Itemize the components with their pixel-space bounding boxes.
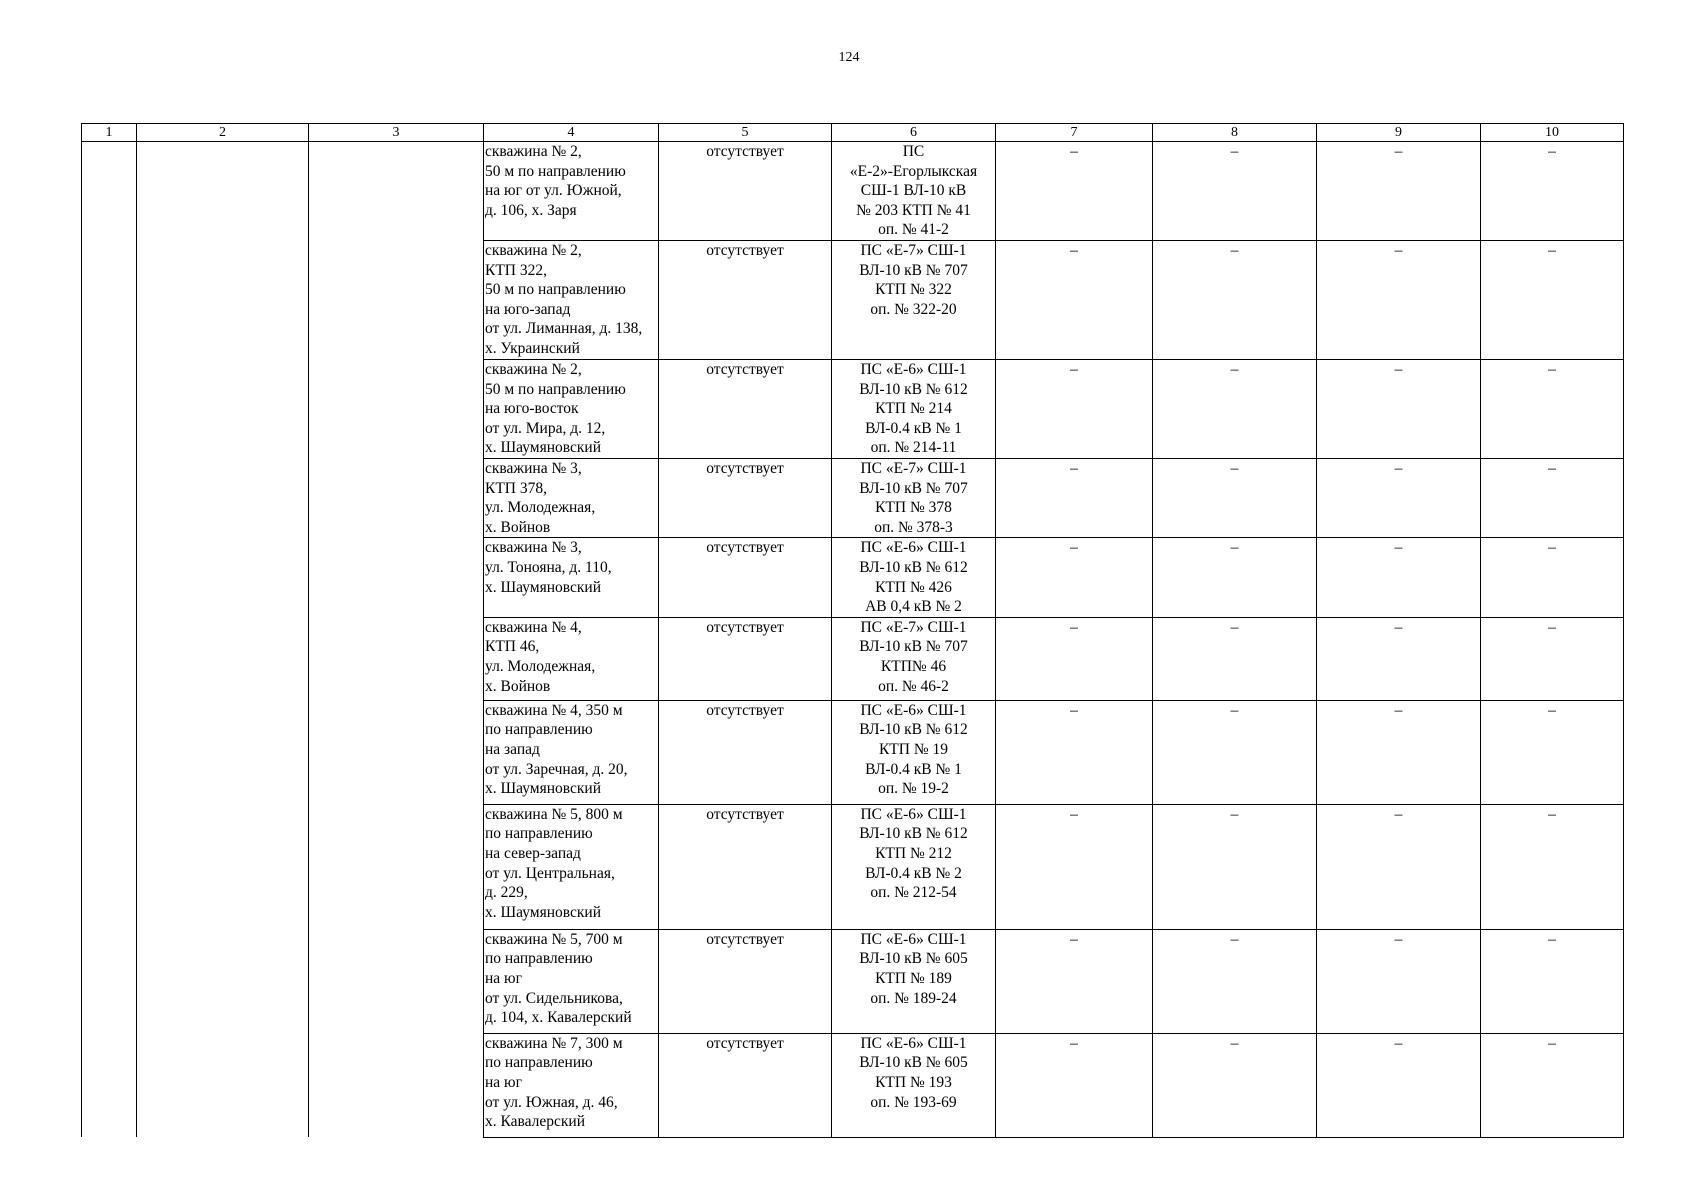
dash-cell: – [1153, 142, 1317, 241]
status-cell: отсутствует [659, 538, 832, 617]
column-header: 3 [309, 124, 484, 142]
dash-cell: – [1317, 459, 1481, 538]
well-location-cell: скважина № 4, 350 м по направлению на запад от ул. Заречная, д. 20, х. Шаумяновский [484, 700, 659, 804]
power-line-cell: ПС «Е-7» СШ-1 ВЛ-10 кВ № 707 КТП№ 46 оп. № 46-2 [832, 617, 996, 700]
dash-cell: – [996, 804, 1153, 929]
dash-cell: – [1481, 929, 1624, 1033]
power-line-cell: ПС «Е-7» СШ-1 ВЛ-10 кВ № 707 КТП № 322 оп. № 322-20 [832, 241, 996, 360]
dash-cell: – [1481, 1033, 1624, 1137]
column-header: 1 [82, 124, 137, 142]
well-location-cell: скважина № 7, 300 м по направлению на юг от ул. Южная, д. 46, х. Кавалерский [484, 1033, 659, 1137]
dash-cell: – [1153, 700, 1317, 804]
dash-cell: – [1317, 700, 1481, 804]
status-cell: отсутствует [659, 360, 832, 459]
status-cell: отсутствует [659, 617, 832, 700]
dash-cell: – [1317, 804, 1481, 929]
column-header: 10 [1481, 124, 1624, 142]
well-location-cell: скважина № 4, КТП 46, ул. Молодежная, х. Войнов [484, 617, 659, 700]
dash-cell: – [996, 241, 1153, 360]
dash-cell: – [1153, 241, 1317, 360]
dash-cell: – [1481, 804, 1624, 929]
status-cell: отсутствует [659, 241, 832, 360]
status-cell: отсутствует [659, 1033, 832, 1137]
dash-cell: – [996, 538, 1153, 617]
status-cell: отсутствует [659, 459, 832, 538]
status-cell: отсутствует [659, 142, 832, 241]
power-line-cell: ПС «Е-6» СШ-1 ВЛ-10 кВ № 612 КТП № 426 АВ 0,4 кВ № 2 [832, 538, 996, 617]
dash-cell: – [1317, 241, 1481, 360]
power-line-cell: ПС «Е-7» СШ-1 ВЛ-10 кВ № 707 КТП № 378 оп. № 378-3 [832, 459, 996, 538]
dash-cell: – [1153, 459, 1317, 538]
cell-col-2 [137, 142, 309, 1138]
cell-col-3 [309, 142, 484, 1138]
power-line-cell: ПС «Е-6» СШ-1 ВЛ-10 кВ № 612 КТП № 214 ВЛ-0.4 кВ № 1 оп. № 214-11 [832, 360, 996, 459]
power-line-cell: ПС «Е-6» СШ-1 ВЛ-10 кВ № 605 КТП № 193 оп. № 193-69 [832, 1033, 996, 1137]
dash-cell: – [996, 700, 1153, 804]
dash-cell: – [1153, 360, 1317, 459]
dash-cell: – [996, 360, 1153, 459]
column-header: 6 [832, 124, 996, 142]
status-cell: отсутствует [659, 700, 832, 804]
dash-cell: – [996, 459, 1153, 538]
dash-cell: – [996, 617, 1153, 700]
power-line-cell: ПС «Е-6» СШ-1 ВЛ-10 кВ № 605 КТП № 189 оп. № 189-24 [832, 929, 996, 1033]
dash-cell: – [1481, 360, 1624, 459]
dash-cell: – [1153, 538, 1317, 617]
dash-cell: – [1317, 929, 1481, 1033]
dash-cell: – [1481, 241, 1624, 360]
dash-cell: – [1481, 700, 1624, 804]
column-header: 4 [484, 124, 659, 142]
status-cell: отсутствует [659, 929, 832, 1033]
dash-cell: – [996, 142, 1153, 241]
dash-cell: – [1317, 1033, 1481, 1137]
well-location-cell: скважина № 3, КТП 378, ул. Молодежная, х. Войнов [484, 459, 659, 538]
power-line-cell: ПС «Е-2»-Егорлыкская СШ-1 ВЛ-10 кВ № 203 КТП № 41 оп. № 41-2 [832, 142, 996, 241]
dash-cell: – [1317, 360, 1481, 459]
table-body [82, 142, 1624, 1138]
dash-cell: – [1317, 538, 1481, 617]
column-header: 7 [996, 124, 1153, 142]
dash-cell: – [1153, 617, 1317, 700]
column-header: 9 [1317, 124, 1481, 142]
power-line-cell: ПС «Е-6» СШ-1 ВЛ-10 кВ № 612 КТП № 19 ВЛ-0.4 кВ № 1 оп. № 19-2 [832, 700, 996, 804]
table-row [82, 142, 1624, 241]
power-line-cell: ПС «Е-6» СШ-1 ВЛ-10 кВ № 612 КТП № 212 ВЛ-0.4 кВ № 2 оп. № 212-54 [832, 804, 996, 929]
dash-cell: – [1153, 1033, 1317, 1137]
dash-cell: – [1481, 538, 1624, 617]
column-header: 8 [1153, 124, 1317, 142]
well-location-cell: скважина № 5, 800 м по направлению на север-запад от ул. Центральная, д. 229, х. Шаумяновский [484, 804, 659, 929]
well-location-cell: скважина № 2, 50 м по направлению на юго-восток от ул. Мира, д. 12, х. Шаумяновский [484, 360, 659, 459]
status-cell: отсутствует [659, 804, 832, 929]
dash-cell: – [996, 929, 1153, 1033]
well-location-cell: скважина № 2, КТП 322, 50 м по направлению на юго-запад от ул. Лиманная, д. 138, х. Украинский [484, 241, 659, 360]
dash-cell: – [1481, 617, 1624, 700]
column-header: 2 [137, 124, 309, 142]
page-number: 124 [838, 50, 860, 65]
well-location-cell: скважина № 5, 700 м по направлению на юг от ул. Сидельникова, д. 104, х. Кавалерский [484, 929, 659, 1033]
dash-cell: – [1153, 804, 1317, 929]
dash-cell: – [1481, 142, 1624, 241]
column-header: 5 [659, 124, 832, 142]
well-location-cell: скважина № 3, ул. Тонояна, д. 110, х. Шаумяновский [484, 538, 659, 617]
dash-cell: – [1481, 459, 1624, 538]
dash-cell: – [1317, 142, 1481, 241]
well-location-cell: скважина № 2, 50 м по направлению на юг от ул. Южной, д. 106, х. Заря [484, 142, 659, 241]
dash-cell: – [1317, 617, 1481, 700]
data-table [81, 123, 1624, 1138]
column-number-row [82, 124, 1624, 142]
dash-cell: – [996, 1033, 1153, 1137]
cell-col-1 [82, 142, 137, 1138]
dash-cell: – [1153, 929, 1317, 1033]
